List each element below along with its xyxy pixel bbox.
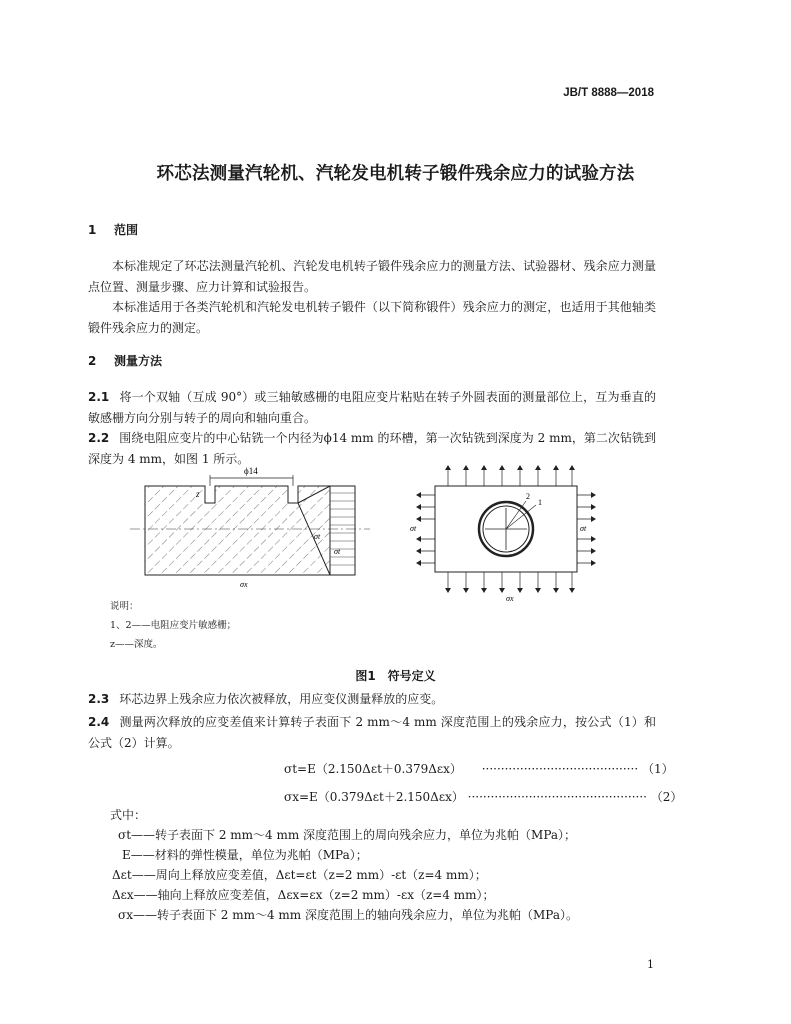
definition-sigma-t: σt——转子表面下 2 mm～4 mm 深度范围上的周向残余应力，单位为兆帕（MPa）； [118,828,577,842]
clause-number: 2.1 [88,390,110,404]
sigma-t-label-plan-left: σt [410,524,417,533]
sigma-t-label-left: σt [314,532,321,541]
section-1-paragraph-2: 本标准适用于各类汽轮机和汽轮发电机转子锻件（以下简称锻件）残余应力的测定，也适用于其他轴类锻件残余应力的测定。 [88,300,656,335]
section-number: 2 [88,354,97,368]
gauge-label-2: 2 [526,492,530,501]
formula-leader: ········································· [481,762,639,776]
section-title: 测量方法 [114,354,163,368]
definition-e: E——材料的弹性模量，单位为兆帕（MPa）； [122,848,368,862]
clause-number: 2.4 [88,715,110,729]
figure-note-2: z——深度。 [110,639,163,650]
formula-expression: σt=E（2.150Δεt＋0.379Δεx） [284,762,462,776]
figure-note-1: 1、2——电阻应变片敏感栅； [110,620,237,631]
figure-caption: 图1 符号定义 [355,669,436,683]
figure-1-drawing [130,463,610,603]
clause-text: 将一个双轴（互成 90°）或三轴敏感栅的电阻应变片粘贴在转子外圆表面的测量部位上，互为垂直的敏感栅方向分别与转子的周向和轴向重合。 [88,390,656,425]
definition-sigma-x: σx——转子表面下 2 mm～4 mm 深度范围上的轴向残余应力，单位为兆帕（MPa）。 [118,908,578,922]
sigma-t-label-left-2: σt [334,547,341,556]
sigma-x-label-plan: σx [506,594,514,603]
clause-number: 2.2 [88,431,110,445]
section-1-heading [88,221,138,238]
sigma-t-label-plan-right: σt [580,524,587,533]
sigma-x-label-left: σx [240,580,248,589]
definition-delta-eps-x: Δεx——轴向上释放应变差值，Δεx=εx（z=2 mm）-εx（z=4 mm）； [112,888,495,902]
formula-1 [284,760,674,777]
depth-label: z [196,489,200,499]
standard-number: JB/T 8888—2018 [563,87,654,99]
section-2-heading [88,352,162,369]
dimension-label: ϕ14 [244,466,258,476]
clause-text: 围绕电阻应变片的中心钻铣一个内径为ϕ14 mm 的环槽，第一次钻铣到深度为 2 mm，第二次钻铣到深度为 4 mm，如图 1 所示。 [88,431,656,466]
formula-2 [284,788,682,805]
clause-2-4 [88,712,656,753]
where-label: 式中： [110,808,147,822]
section-title: 范围 [114,223,139,237]
clause-2-3 [88,689,656,710]
clause-text: 测量两次释放的应变差值来计算转子表面下 2 mm～4 mm 深度范围上的残余应力，按公式（1）和公式（2）计算。 [88,715,656,750]
clause-text: 环芯边界上残余应力依次被释放，用应变仪测量释放的应变。 [119,692,444,706]
formula-number: （1） [641,762,674,776]
document-title: 环芯法测量汽轮机、汽轮发电机转子锻件残余应力的试验方法 [156,164,635,184]
formula-number: （2） [650,790,683,804]
page-number: 1 [647,958,654,971]
clause-number: 2.3 [88,692,110,706]
definition-delta-eps-t: Δεt——周向上释放应变差值，Δεt=εt（z=2 mm）-εt（z=4 mm）； [112,868,487,882]
gauge-label-1: 1 [538,498,542,507]
section-1-paragraph-1: 本标准规定了环芯法测量汽轮机、汽轮发电机转子锻件残余应力的测量方法、试验器材、残余应力测量点位置、测量步骤、应力计算和试验报告。 [88,259,656,294]
plan-view [410,465,596,603]
clause-2-1 [88,387,656,428]
section-view [130,466,370,589]
section-number: 1 [88,223,97,237]
figure-notes-title: 说明： [110,601,139,612]
formula-expression: σx=E（0.379Δεt＋2.150Δεx） [284,790,464,804]
formula-leader: ··············································· [467,790,647,804]
